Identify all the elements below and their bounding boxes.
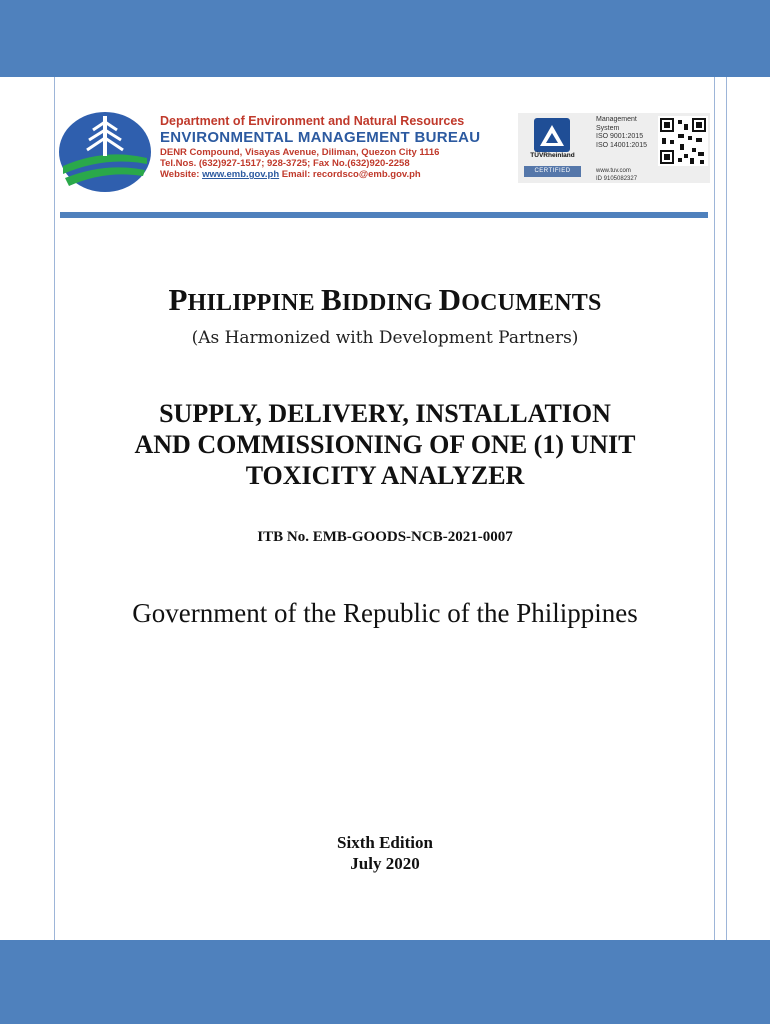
denr-logo-icon — [55, 108, 155, 194]
itb-number: ITB No. EMB-GOODS-NCB-2021-0007 — [257, 529, 513, 545]
title-rest: IDDING — [341, 290, 439, 316]
project-title-line: TOXICITY ANALYZER — [245, 461, 525, 490]
certified-badge: CERTIFIED — [524, 166, 581, 177]
ms-line: ISO 14001:2015 — [596, 141, 647, 149]
letterhead-rule — [60, 212, 708, 218]
government-name: Government of the Republic of the Philippines — [132, 598, 638, 628]
tuv-web-info — [596, 168, 637, 183]
left-border-line — [54, 77, 55, 940]
bureau-name: ENVIRONMENTAL MANAGEMENT BUREAU — [160, 129, 481, 146]
ms-line: System — [596, 124, 620, 132]
website-label: Website: — [160, 169, 203, 180]
right-border-line-outer — [726, 77, 727, 940]
letterhead-text — [160, 114, 520, 180]
project-title-line: SUPPLY, DELIVERY, INSTALLATION — [159, 399, 611, 428]
title-initial: D — [438, 282, 462, 317]
email-text: Email: recordsco@emb.gov.ph — [279, 169, 421, 180]
title-rest: HILIPPINE — [187, 290, 321, 316]
top-header-band — [0, 0, 770, 77]
website-link[interactable]: www.emb.gov.ph — [202, 169, 280, 180]
title-rest: OCUMENTS — [461, 290, 602, 316]
edition-block — [40, 832, 730, 874]
ms-line: Management — [596, 116, 637, 123]
address-line: DENR Compound, Visayas Avenue, Diliman, Quezon City 1116 — [160, 147, 440, 158]
project-title — [40, 398, 730, 491]
ms-line: ISO 9001:2015 — [596, 133, 644, 140]
management-system-info — [596, 116, 647, 150]
bottom-footer-band — [0, 940, 770, 1024]
right-border-line — [714, 77, 715, 940]
title-initial: P — [168, 282, 188, 317]
contact-line — [160, 169, 520, 180]
tuv-brand: TÜVRheinland — [530, 152, 575, 159]
qr-code-icon — [658, 116, 708, 166]
phone-line: Tel.Nos. (632)927-1517; 928-3725; Fax No.(632)920-2258 — [160, 158, 410, 169]
title-initial: B — [320, 282, 342, 317]
tuv-web: www.tuv.com — [596, 168, 631, 174]
tuv-id: ID 9105082327 — [596, 175, 638, 182]
project-title-line: AND COMMISSIONING OF ONE (1) UNIT — [134, 430, 636, 459]
document-subtitle: (As Harmonized with Development Partners) — [191, 328, 579, 348]
document-title — [40, 282, 730, 318]
edition-label: Sixth Edition — [337, 833, 433, 852]
department-name: Department of Environment and Natural Resources — [160, 114, 465, 128]
edition-date: July 2020 — [350, 854, 420, 873]
